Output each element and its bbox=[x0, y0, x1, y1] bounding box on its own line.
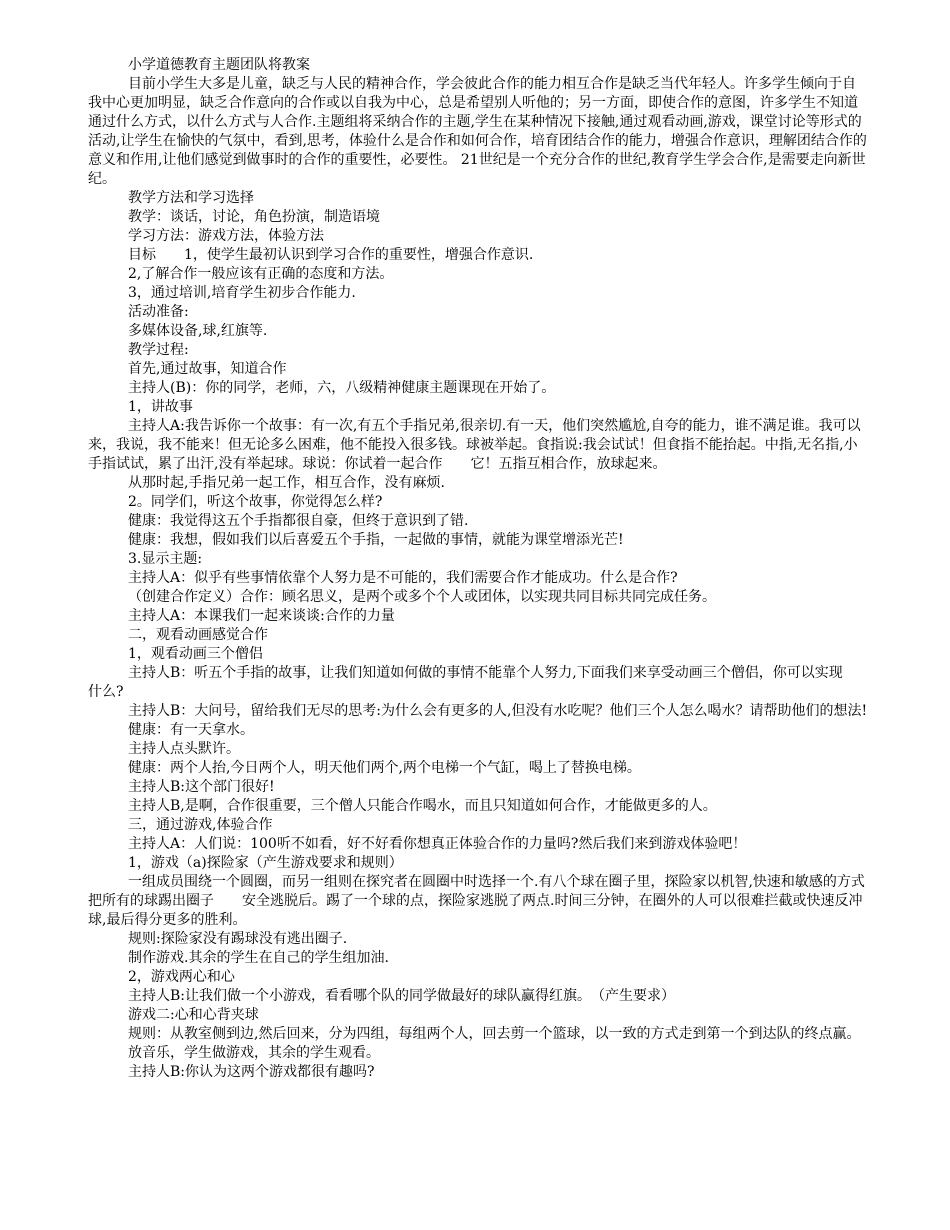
paragraph: 从那时起,手指兄弟一起工作，相互合作，没有麻烦. bbox=[128, 475, 445, 491]
paragraph: 活动准备: bbox=[128, 304, 189, 320]
paragraph: 主持人(B)：你的同学，老师，六，八级精神健康主题课现在开始了。 bbox=[128, 380, 556, 396]
paragraph: 3.显示主题: bbox=[128, 551, 203, 567]
paragraph: 健康：我觉得这五个手指都很自豪，但终于意识到了错. bbox=[128, 513, 469, 529]
paragraph: 教学过程: bbox=[128, 342, 189, 358]
paragraph: 多媒体设备,球,红旗等. bbox=[128, 323, 268, 339]
paragraph: 2，游戏两心和心 bbox=[128, 969, 235, 985]
paragraph: 3，通过培训,培育学生初步合作能力. bbox=[128, 285, 356, 301]
paragraph: 主持人B:这个部门很好! bbox=[128, 779, 275, 795]
paragraph: 主持人A：本课我们一起来谈谈:合作的力量 bbox=[128, 608, 395, 624]
paragraph: 2。同学们，听这个故事，你觉得怎么样? bbox=[128, 494, 383, 510]
paragraph: 健康：有一天拿水。 bbox=[128, 722, 254, 738]
paragraph: 目前小学生大多是儿童，缺乏与人民的精神合作，学会彼此合作的能力相互合作是缺乏当代年轻人。许多学生倾向于自我中心更加明显，缺乏合作意向的合作或以自我为中心，总是希望别人听他的；另一方面，即使合作的意图，许多学生不知道通过什么方式，以什么方式与人合作.主题组将采纳合作的主题,学生在某种情况下接触,通过观看动画,游戏，课堂讨论等形式的活动,让学生在愉快的气氛中，看到,思考，体验什么是合作和如何合作，培育团结合作的能力，增强合作意识，理解团结合作的意义和作用,让他们感觉到做事时的合作的重要性，必要性。 21世纪是一个充分合作的世纪,教育学生学会合作,是需要走向新世纪。 bbox=[88, 76, 867, 187]
paragraph: 学习方法：游戏方法，体验方法 bbox=[128, 228, 324, 244]
paragraph: 三，通过游戏,体验合作 bbox=[128, 817, 273, 833]
paragraph: 1，讲故事 bbox=[128, 399, 193, 415]
paragraph: 一组成员围绕一个圆圈，而另一组则在探究者在圆圈中时选择一个.有八个球在圈子里，探险家以机智,快速和敏感的方式把所有的球踢出圈子 安全逃脱后。踢了一个球的点，探险家逃脱了两点.时间三分钟，在圈外的人可以很难拦截或快速反冲球,最后得分更多的胜利。 bbox=[88, 874, 865, 928]
paragraph: 二，观看动画感觉合作 bbox=[128, 627, 268, 643]
document-title: 小学道德教育主题团队将教案 bbox=[128, 57, 310, 73]
paragraph: 主持人B：大问号，留给我们无尽的思考:为什么会有更多的人,但没有水吃呢？他们三个人怎么喝水？请帮助他们的想法! bbox=[128, 703, 868, 719]
paragraph: 主持人B:你认为这两个游戏都很有趣吗? bbox=[128, 1064, 375, 1080]
paragraph: 制作游戏.其余的学生在自己的学生组加油. bbox=[128, 950, 389, 966]
paragraph: 游戏二:心和心背夹球 bbox=[128, 1007, 259, 1023]
paragraph: 规则：从教室侧到边,然后回来，分为四组，每组两个人，回去剪一个篮球，以一致的方式走到第一个到达队的终点赢。 bbox=[128, 1026, 861, 1042]
paragraph: 1，观看动画三个僧侣 bbox=[128, 646, 263, 662]
paragraph: 主持人A：人们说：100听不如看，好不好看你想真正体验合作的力量吗?然后我们来到游戏体验吧！ bbox=[128, 836, 747, 852]
paragraph: 目标 1，使学生最初认识到学习合作的重要性，增强合作意识. bbox=[128, 247, 534, 263]
paragraph: 教学：谈话，讨论，角色扮演，制造语境 bbox=[128, 209, 380, 225]
paragraph: 主持人B,是啊，合作很重要，三个僧人只能合作喝水，而且只知道如何合作，才能做更多的人。 bbox=[128, 798, 717, 814]
paragraph: 规则:探险家没有踢球没有逃出圈子. bbox=[128, 931, 348, 947]
paragraph: 健康：我想，假如我们以后喜爱五个手指，一起做的事情，就能为课堂增添光芒! bbox=[128, 532, 624, 548]
paragraph: 主持人点头默许。 bbox=[128, 741, 240, 757]
document-body bbox=[88, 75, 871, 1082]
paragraph: 主持人B：听五个手指的故事，让我们知道如何做的事情不能靠个人努力,下面我们来享受动画三个僧侣，你可以实现 什么? bbox=[88, 665, 871, 700]
paragraph: 主持人B:让我们做一个小游戏，看看哪个队的同学做最好的球队赢得红旗。 （产生要求） bbox=[128, 988, 676, 1004]
paragraph: 放音乐，学生做游戏，其余的学生观看。 bbox=[128, 1045, 380, 1061]
paragraph: 健康：两个人抬,今日两个人，明天他们两个,两个电梯一个气缸，喝上了替换电梯。 bbox=[128, 760, 641, 776]
paragraph: 1，游戏（a)探险家（产生游戏要求和规则） bbox=[128, 855, 403, 871]
paragraph: 主持人A：似乎有些事情依靠个人努力是不可能的，我们需要合作才能成功。什么是合作? bbox=[128, 570, 678, 586]
paragraph: 首先,通过故事，知道合作 bbox=[128, 361, 287, 377]
paragraph: （创建合作定义）合作：顾名思义，是两个或多个个人或团体，以实现共同目标共同完成任务。 bbox=[128, 589, 716, 605]
paragraph: 2,了解合作一般应该有正确的态度和方法。 bbox=[128, 266, 394, 282]
paragraph: 教学方法和学习选择 bbox=[128, 190, 254, 206]
paragraph: 主持人A:我告诉你一个故事：有一次,有五个手指兄弟,很亲切.有一天，他们突然尴尬,自夸的能力，谁不满足谁。我可以来，我说，我不能来！但无论多么困难，他不能投入很多钱。球被举起。食指说:我会试试！但食指不能抬起。中指,无名指,小手指试试，累了出汗,没有举起球。球说：你试着一起合作 它！五指互相合作，放球起来。 bbox=[88, 418, 861, 472]
